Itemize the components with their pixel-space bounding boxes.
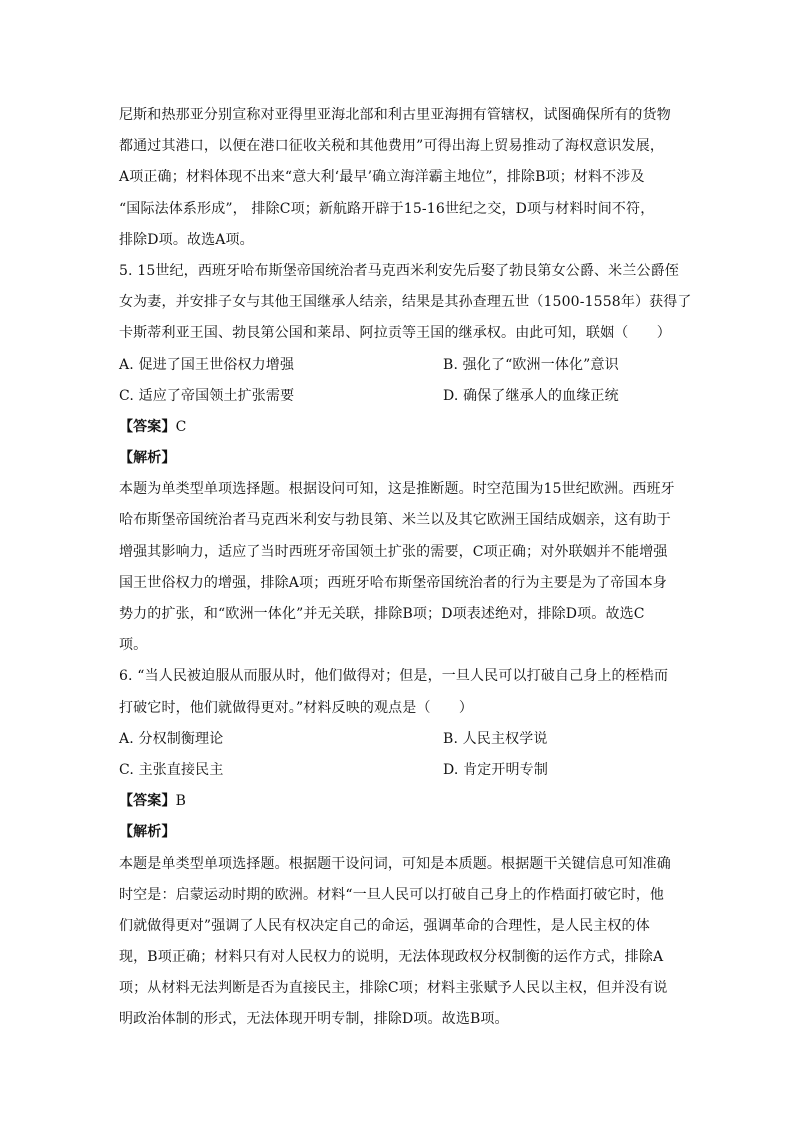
text-line: “国际法体系形成”， 排除C项；新航路开辟于15-16世纪之交，D项与材料时间不符， [119,200,655,217]
options-row [119,350,679,381]
answer-line [119,786,679,817]
options-row [119,381,679,412]
options-row [119,755,679,786]
analysis-line: 势力的扩张，和“欧洲一体化”并无关联，排除B项；D项表述绝对，排除D项。故选C [119,606,645,622]
option-b: B. 人民主权学说 [443,730,548,747]
analysis-line: 时空是：启蒙运动时期的欧洲。材料“一旦人民可以打破自己身上的作梏面打破它时，他 [119,886,665,903]
text-line: 都通过其港口，以便在港口征收关税和其他费用”可得出海上贸易推动了海权意识发展， [119,138,665,155]
option-c: C. 主张直接民主 [119,761,224,778]
answer-value: C [175,418,187,435]
question-5 [119,256,692,661]
analysis-heading [119,443,679,474]
analysis-line: 现，B项正确；材料只有对人民权力的说明，无法体现政权分权制衡的运作方式，排除A [119,949,664,966]
document-page [119,100,692,1036]
analysis-label: 【解析】 [119,824,176,841]
option-a: A. 促进了国王世俗权力增强 [119,356,295,373]
text-line: 排除D项。故选A项。 [119,231,254,248]
question-stem-line: 6. “当人民被迫服从而服从时，他们做得对；但是，一旦人民可以打破自己身上的桎梏而 [119,668,669,685]
analysis-line: 增强其影响力，适应了当时西班牙帝国领土扩张的需要，C项正确；对外联姻并不能增强 [119,543,668,560]
text-line: A项正确；材料体现不出来“意大利‘最早’确立海洋霸主地位”，排除B项；材料不涉及 [119,169,645,186]
option-d: D. 确保了继承人的血缘正统 [443,387,619,404]
analysis-line: 哈布斯堡帝国统治者马克西米利安与勃艮第、米兰以及其它欧洲王国结成姻亲，这有助于 [119,512,671,529]
answer-line [119,412,679,443]
answer-value: B [175,793,187,810]
options-row [119,724,679,755]
analysis-line: 国王世俗权力的增强，排除A项；西班牙哈布斯堡帝国统治者的行为主要是为了帝国本身 [119,574,667,591]
analysis-line: 本题是单类型单项选择题。根据题干设问词，可知是本质题。根据题干关键信息可知准确 [119,855,671,872]
text-line: 尼斯和热那亚分别宣称对亚得里亚海北部和利古里亚海拥有管辖权，试图确保所有的货物 [119,107,671,123]
option-b: B. 强化了“欧洲一体化”意识 [443,356,619,373]
analysis-line: 明政治体制的形式，无法体现开明专制，排除D项。故选B项。 [119,1011,509,1028]
question-stem-line: 打破它时，他们就做得更对。”材料反映的观点是（ ） [119,699,474,716]
option-c: C. 适应了帝国领土扩张需要 [119,387,295,404]
question-6 [119,661,679,1035]
analysis-line: 项。 [119,637,148,654]
answer-label: 【答案】 [119,418,176,435]
question-stem-line: 卡斯蒂利亚王国、勃艮第公国和莱昂、阿拉贡等王国的继承权。由此可知，联姻（ ） [119,325,671,342]
question-stem-line: 5. 15世纪，西班牙哈布斯堡帝国统治者马克西米利安先后娶了勃艮第女公爵、米兰公爵侄 [119,262,679,279]
answer-label: 【答案】 [119,793,176,810]
option-d: D. 肯定开明专制 [443,761,548,778]
analysis-line: 本题为单类型单项选择题。根据设问可知，这是推断题。时空范围为15世纪欧洲。西班牙 [119,481,675,498]
analysis-line: 们就做得更对”强调了人民有权决定自己的命运，强调革命的合理性，是人民主权的体 [119,917,650,934]
question-stem-line: 女为妻，并安排子女与其他王国继承人结亲，结果是其孙查理五世（1500-1558年）获得了 [119,294,692,311]
previous-analysis-continuation [119,100,679,256]
analysis-label: 【解析】 [119,450,176,467]
analysis-heading [119,817,679,848]
analysis-line: 项；从材料无法判断是否为直接民主，排除C项；材料主张赋予人民以主权，但并没有说 [119,980,668,997]
option-a: A. 分权制衡理论 [119,730,224,747]
